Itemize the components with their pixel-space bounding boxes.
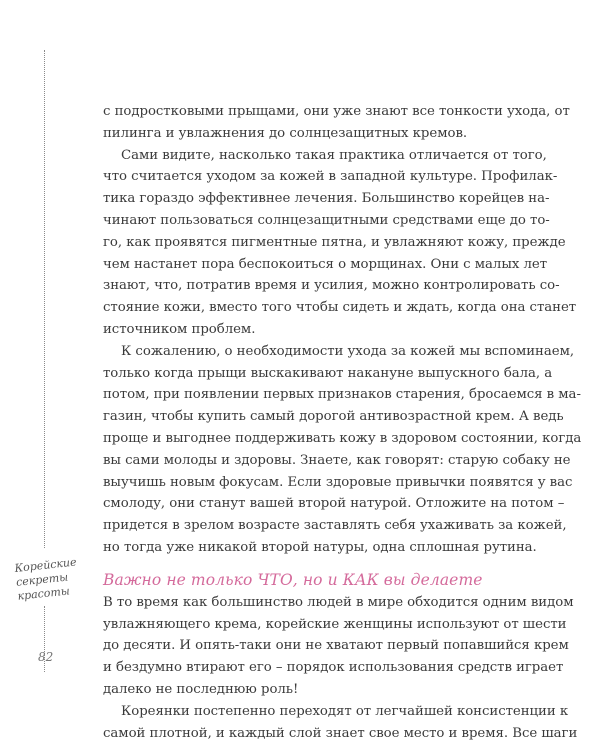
- running-title-line-2: секреты: [15, 570, 69, 589]
- paragraph-3: [103, 341, 582, 559]
- margin-dotted-rule: [44, 50, 45, 548]
- paragraph-4: [103, 592, 574, 701]
- text-line: чем настанет пора беспокоиться о морщинах. Они с малых лет: [103, 256, 548, 272]
- text-line: увлажняющего крема, корейские женщины используют от шести: [103, 616, 567, 632]
- paragraph-5: [103, 701, 578, 745]
- text-line: Кореянки постепенно переходят от легчайшей консистенции к: [121, 703, 569, 719]
- section-subheading: Важно не только ЧТО, но и КАК вы делаете: [103, 570, 483, 589]
- text-line: знают, что, потратив время и усилия, можно контролировать со-: [103, 278, 560, 294]
- body-text: [103, 101, 582, 744]
- text-line: далеко не последнюю роль!: [103, 681, 299, 697]
- text-line: проще и выгоднее поддерживать кожу в здоровом состоянии, когда: [103, 430, 582, 446]
- text-line: К сожалению, о необходимости ухода за кожей мы вспоминаем,: [121, 343, 575, 359]
- text-line: В то время как большинство людей в мире обходится одним видом: [103, 594, 574, 610]
- text-line: пилинга и увлажнения до солнцезащитных кремов.: [103, 125, 468, 141]
- paragraph-2: [103, 145, 577, 341]
- text-line: вы сами молоды и здоровы. Знаете, как говорят: старую собаку не: [103, 452, 571, 468]
- running-title-line-1: Корейские: [14, 555, 78, 575]
- paragraph-1: [103, 101, 570, 145]
- text-line: до десяти. И опять-таки они не хватают первый попавшийся крем: [103, 638, 569, 654]
- text-line: потом, при появлении первых признаков старения, бросаемся в ма-: [103, 387, 581, 403]
- text-line: тика гораздо эффективнее лечения. Большинство корейцев на-: [103, 191, 550, 207]
- text-line: смолоду, они станут вашей второй натурой. Отложите на потом –: [103, 496, 565, 512]
- page-number: 82: [38, 650, 54, 664]
- text-line: го, как проявятся пигментные пятна, и увлажняют кожу, прежде: [103, 234, 566, 250]
- text-line: только когда прыщи выскакивают накануне выпускного бала, а: [103, 365, 553, 381]
- text-line: чинают пользоваться солнцезащитными средствами еще до то-: [103, 212, 550, 228]
- running-title-line-3: красоты: [16, 584, 71, 603]
- text-line: самой плотной, и каждый слой знает свое место и время. Все шаги: [103, 725, 578, 741]
- text-line: и бездумно втирают его – порядок использования средств играет: [103, 660, 564, 676]
- running-title: [14, 555, 88, 604]
- text-line: источником проблем.: [103, 321, 256, 337]
- text-line: стояние кожи, вместо того чтобы сидеть и ждать, когда она станет: [103, 300, 577, 316]
- text-line: газин, чтобы купить самый дорогой антивозрастной крем. А ведь: [103, 409, 564, 425]
- text-line: придется в зрелом возрасте заставлять себя ухаживать за кожей,: [103, 518, 567, 534]
- text-line: Сами видите, насколько такая практика отличается от того,: [121, 147, 547, 163]
- text-line: выучишь новым фокусам. Если здоровые привычки появятся у вас: [103, 474, 573, 490]
- text-line: но тогда уже никакой второй натуры, одна сплошная рутина.: [103, 539, 537, 555]
- text-line: с подростковыми прыщами, они уже знают все тонкости ухода, от: [103, 104, 570, 119]
- text-line: что считается уходом за кожей в западной культуре. Профилак-: [103, 169, 558, 185]
